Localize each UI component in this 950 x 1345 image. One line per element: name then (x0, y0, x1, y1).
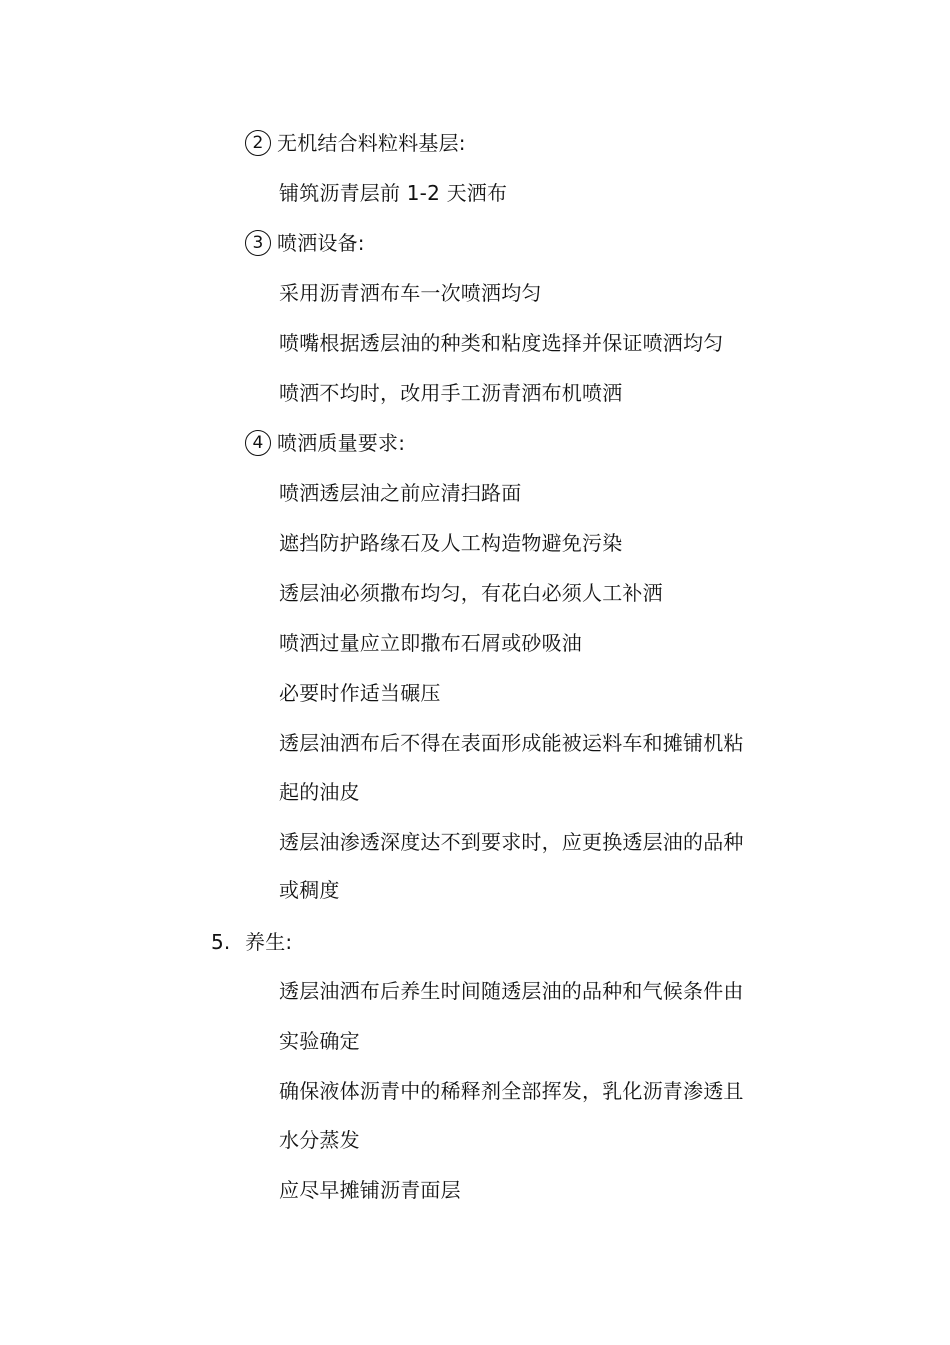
body-line: 遮挡防护路缘石及人工构造物避免污染 (279, 531, 623, 555)
body-line: 确保液体沥青中的稀释剂全部挥发，乳化沥青渗透且 (279, 1079, 744, 1103)
heading-text: 喷洒质量要求: (277, 431, 406, 455)
body-line: 喷洒过量应立即撒布石屑或砂吸油 (279, 631, 582, 655)
body-line: 喷嘴根据透层油的种类和粘度选择并保证喷洒均匀 (279, 331, 724, 355)
body-line: 喷洒不均时，改用手工沥青洒布机喷洒 (279, 381, 623, 405)
heading-text: 喷洒设备: (277, 231, 365, 255)
body-line: 采用沥青洒布车一次喷洒均匀 (279, 281, 542, 305)
body-line: 铺筑沥青层前 1-2 天洒布 (279, 181, 508, 205)
section-heading-3 (245, 229, 365, 258)
section-heading-4 (245, 429, 405, 458)
heading-text: 无机结合料粒料基层: (277, 131, 466, 155)
circled-number-3: 3 (245, 230, 271, 256)
body-line: 透层油洒布后不得在表面形成能被运料车和摊铺机粘 (279, 731, 744, 755)
body-line: 透层油洒布后养生时间随透层油的品种和气候条件由 (279, 979, 744, 1003)
body-line: 起的油皮 (279, 780, 360, 804)
section-number: 5. (211, 930, 231, 954)
body-line: 透层油渗透深度达不到要求时，应更换透层油的品种 (279, 830, 744, 854)
circled-number-4: 4 (245, 430, 271, 456)
body-line: 喷洒透层油之前应清扫路面 (279, 481, 522, 505)
circled-number-2: 2 (245, 130, 271, 156)
body-line: 透层油必须撒布均匀，有花白必须人工补洒 (279, 581, 663, 605)
body-line: 水分蒸发 (279, 1128, 360, 1152)
body-line: 实验确定 (279, 1029, 360, 1053)
body-line: 或稠度 (279, 878, 340, 902)
section-heading-2 (245, 129, 466, 158)
heading-text: 养生: (245, 930, 293, 954)
body-line: 应尽早摊铺沥青面层 (279, 1178, 461, 1202)
body-line: 必要时作适当碾压 (279, 681, 441, 705)
section-heading-5 (211, 928, 292, 956)
